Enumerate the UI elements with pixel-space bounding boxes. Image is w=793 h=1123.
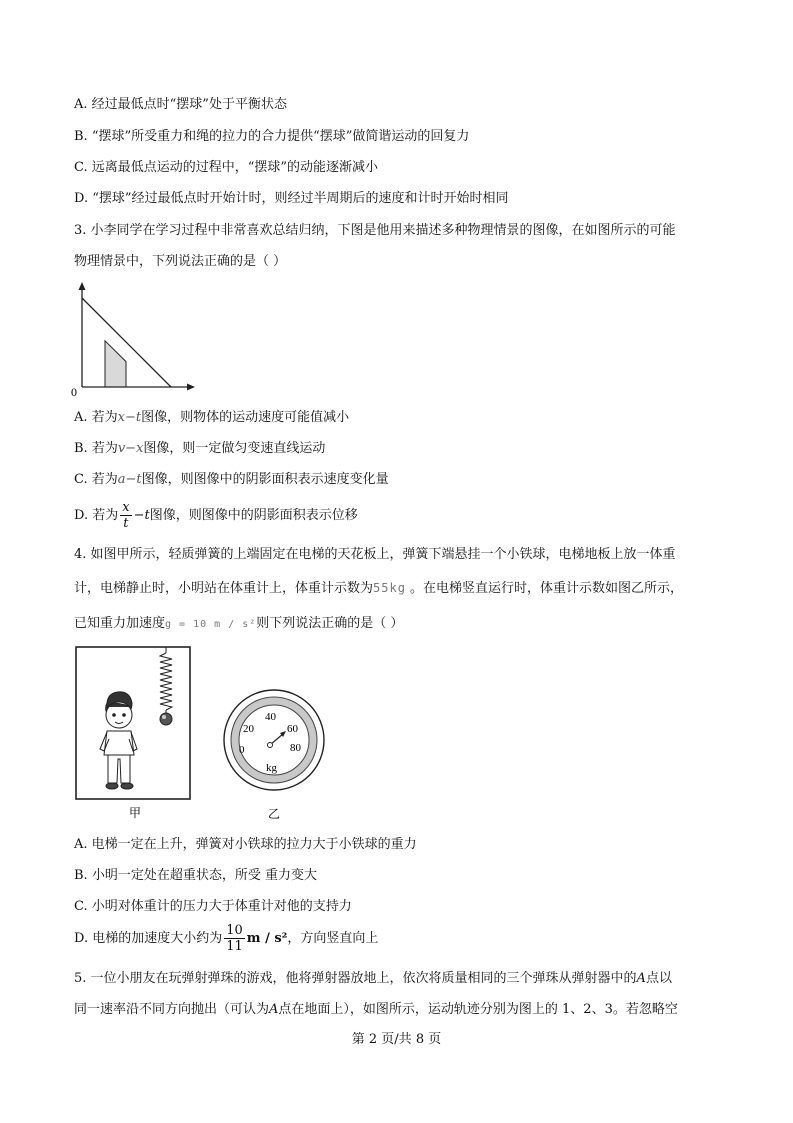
x-axis-arrow [187, 384, 195, 391]
page-footer: 第 2 页/共 8 页 [351, 1032, 442, 1047]
svg-text:40: 40 [265, 711, 276, 723]
q2-option-d: D. “摆球”经过最低点时开始计时，则经过半周期后的速度和计时开始时相同 [74, 191, 509, 206]
svg-text:0: 0 [239, 744, 245, 756]
figure-jia [74, 645, 194, 825]
q4-stem-line2: 计，电梯静止时，小明站在体重计上，体重计示数为55kg 。在电梯竖直运行时，体重计示数如图乙所示， [74, 581, 684, 596]
iron-ball [160, 713, 172, 725]
q4-option-b: B. 小明一定处在超重状态，所受 重力变大 [74, 868, 317, 883]
q4-stem-line1: 4. 如图甲所示，轻质弹簧的上端固定在电梯的天花板上，弹簧下端悬挂一个小铁球，电梯地板上放一体重 [74, 547, 676, 562]
shaded-area [105, 341, 126, 387]
origin-label: 0 [71, 385, 77, 398]
q4-stem-line3: 已知重力加速度g = 10 m / s²则下列说法正确的是（ ） [74, 616, 404, 631]
q4-option-a: A. 电梯一定在上升，弹簧对小铁球的拉力大于小铁球的重力 [74, 837, 417, 852]
q3-stem-line2: 物理情景中，下列说法正确的是（ ） [74, 254, 287, 269]
q3-option-c: C. 若为a−t图像，则图像中的阴影面积表示速度变化量 [74, 472, 389, 487]
q3-graph [66, 280, 206, 398]
fig-jia-label: 甲 [129, 806, 142, 820]
fig-yi-label: 乙 [268, 807, 281, 821]
q2-option-c: C. 远离最低点运动的过程中，“摆球”的动能逐渐减小 [74, 160, 379, 175]
q4-option-c: C. 小明对体重计的压力大于体重计对他的支持力 [74, 899, 352, 914]
elevator-frame [76, 647, 190, 799]
q3-option-b: B. 若为v−x图像，则一定做匀变速直线运动 [74, 441, 326, 456]
y-axis-arrow [79, 282, 86, 290]
q5-line1: 5. 一位小朋友在玩弹射弹珠的游戏，他将弹射器放地上，依次将质量相同的三个弹珠从弹射器中的A点以 [74, 971, 672, 986]
boy [100, 692, 137, 789]
svg-text:20: 20 [243, 723, 254, 735]
x-over-t-fraction: $\frac{x}{t}$ [122, 500, 130, 531]
q3-option-d: D. 若为 $\frac{x}{t}$ −t图像，则图像中的阴影面积表示位移 [74, 500, 358, 531]
dial-unit: kg [266, 762, 277, 774]
svg-text:80: 80 [290, 742, 301, 754]
q3-stem-line1: 3. 小李同学在学习过程中非常喜欢总结归纳，下图是他用来描述多种物理情景的图像，在如图所示的可能 [74, 223, 676, 238]
figure-yi [220, 685, 335, 825]
ten-over-eleven-fraction: $\frac{10}{11}$ [226, 923, 243, 954]
q3-option-a: A. 若为x−t图像，则物体的运动速度可能值减小 [74, 410, 350, 425]
q5-line2: 同一速率沿不同方向抛出（可认为A点在地面上），如图所示，运动轨迹分别为图上的 1、2、3。若忽略空 [74, 1002, 678, 1017]
svg-text:60: 60 [287, 723, 298, 735]
q4-option-d: D. 电梯的加速度大小约为 $\frac{10}{11}$ m / s²，方向竖直向上 [74, 923, 379, 954]
q2-option-a: A. 经过最低点时“摆球”处于平衡状态 [74, 97, 287, 112]
spring [160, 647, 172, 713]
q2-option-b: B. “摆球”所受重力和绳的拉力的合力提供“摆球”做简谐运动的回复力 [74, 129, 470, 144]
